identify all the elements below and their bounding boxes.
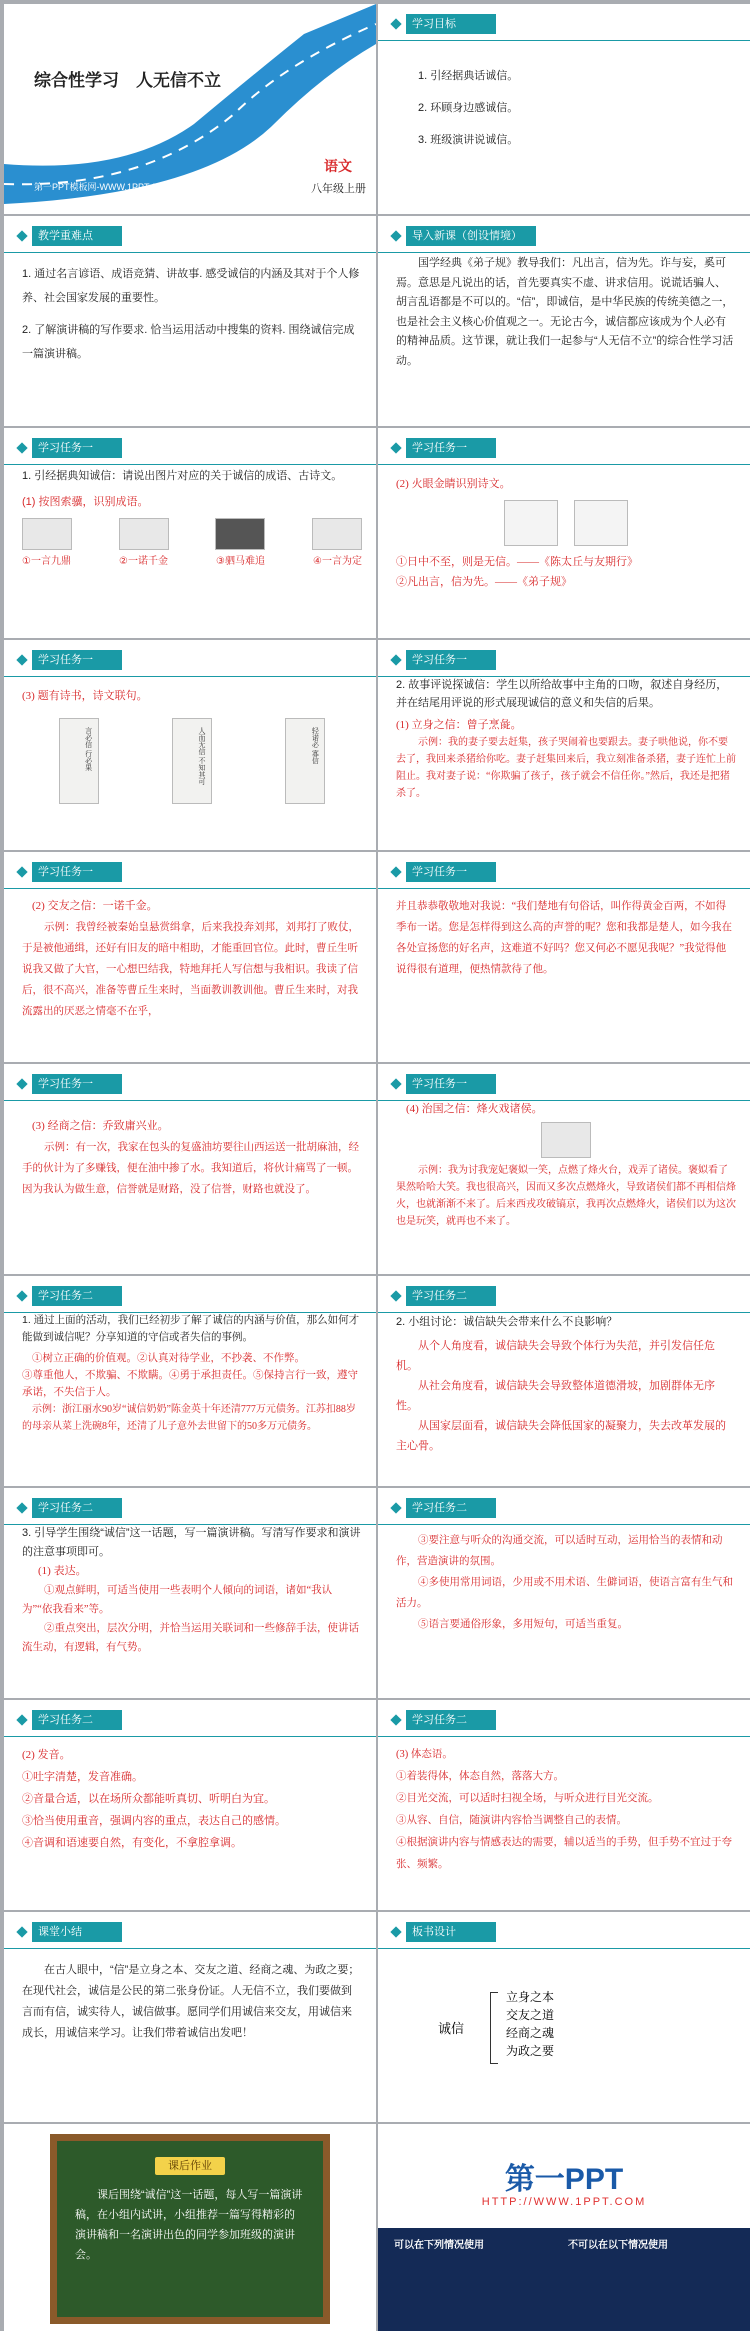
- story-text: 并且恭恭敬敬地对我说：“我们楚地有句俗话，叫作得黄金百两，不如得季布一诺。您是怎样得到这么高的声誉的呢？您和我都是楚人，如今我在各处宣扬您的好名声，这难道不好吗？您又何必不愿见我呢？”我觉得他说得很有道理，便热情款待了他。: [396, 901, 732, 975]
- homework-badge: 课后作业: [155, 2157, 225, 2175]
- task-sub: (1) 按图索骥，识别成语。: [22, 496, 149, 508]
- poem-answer: ②凡出言，信为先。——《弟子规》: [396, 576, 572, 588]
- poem-answer: ①日中不至，则是无信。——《陈太丘与友期行》: [396, 556, 638, 568]
- answer-line: ②目光交流，可以适时扫视全场，与听众进行目光交流。: [396, 1793, 659, 1804]
- scroll-image: 言必信 行必果: [59, 718, 99, 804]
- slide-header: 学习任务一: [4, 862, 122, 882]
- task-sub: (2) 火眼金睛识别诗文。: [396, 478, 511, 490]
- key-point: 1. 通过名言谚语、成语竞猜、讲故事. 感受诚信的内涵及其对于个人修养、社会国家发展的重要性。: [22, 268, 360, 304]
- scroll-image: 人而无信 不知其可: [172, 718, 212, 804]
- task-sub: (3) 题有诗书，诗文联句。: [22, 690, 148, 702]
- task-intro: 1. 通过上面的活动，我们已经初步了解了诚信的内涵与价值，那么如何才能做到诚信呢？分享知道的守信或者失信的事例。: [22, 1314, 360, 1343]
- answer-line: ③要注意与听众的沟通交流，可以适时互动，运用恰当的表情和动作，营造演讲的氛围。: [396, 1535, 723, 1567]
- answer-line: ④根据演讲内容与情感表达的需要，辅以适当的手势，但手势不宜过于夸张、频繁。: [396, 1837, 732, 1870]
- idiom-answer: ④一言为定: [313, 556, 362, 567]
- slide-header: 学习任务二: [4, 1286, 122, 1306]
- slide-summary: [4, 1912, 376, 2122]
- slide-task1-story2: [4, 852, 376, 1062]
- scroll-image: 轻诺必 寡信: [285, 718, 325, 804]
- slide-key-points: [4, 216, 376, 426]
- objectives-list: [418, 66, 736, 150]
- idiom-answer: ①一言九鼎: [22, 556, 71, 567]
- task-intro: 1. 引经据典知诚信：请说出图片对应的关于诚信的成语、古诗文。: [22, 470, 343, 482]
- slide-header: 学习任务二: [378, 1286, 496, 1306]
- slide-task2-pronunciation: [4, 1700, 376, 1910]
- board-item: 为政之要: [506, 2044, 555, 2058]
- task-intro: 2. 小组讨论：诚信缺失会带来什么不良影响？: [396, 1316, 618, 1328]
- board-center: 诚信: [438, 2021, 465, 2036]
- slide-task2-speech-cont: [378, 1488, 750, 1698]
- slide-header: 学习任务二: [4, 1498, 122, 1518]
- summary-text: 在古人眼中，“信”是立身之本、交友之道、经商之魂、为政之要；在现代社会，诚信是公民的第二张身份证。人无信不立，我们要做到言而有信，诚实待人，诚信做事。愿同学们用诚信来交友，用诚信来成长，用诚信来学习。让我们带着诚信出发吧！: [22, 1964, 360, 2039]
- answer-line: ①吐字清楚，发音准确。: [22, 1771, 143, 1783]
- idiom-answer: ②一诺千金: [119, 556, 168, 567]
- site-label: 第一PPT模板网-WWW.1PPT.COM: [34, 182, 172, 192]
- slide-header: 课堂小结: [4, 1922, 122, 1942]
- slide-task1-story4: [378, 1064, 750, 1274]
- slide-task2-speech: [4, 1488, 376, 1698]
- idiom-answer: ③驷马难追: [216, 556, 265, 567]
- idiom-image: [22, 518, 72, 550]
- poem-grid-image: [574, 500, 628, 546]
- ad-footer: [378, 2228, 750, 2331]
- usage-col-forbidden: 不可以在以下情况使用: [568, 2240, 668, 2251]
- board-bracket: [490, 1992, 498, 2064]
- idiom-image: [119, 518, 169, 550]
- slide-task2-body-language: [378, 1700, 750, 1910]
- slide-header: 板书设计: [378, 1922, 496, 1942]
- board-items: [506, 1988, 554, 2060]
- cover-title: 综合性学习 人无信不立: [34, 71, 221, 90]
- answer-line: 从个人角度看，诚信缺失会导致个体行为失范，并引发信任危机。: [396, 1340, 715, 1372]
- answer-line: ①树立正确的价值观。②认真对待学业，不抄袭、不作弊。: [32, 1353, 305, 1364]
- slide-task2-discussion: [378, 1276, 750, 1486]
- slide-homework: [4, 2124, 376, 2331]
- answer-line: ⑤语言要通俗形象，多用短句，可适当重复。: [418, 1619, 628, 1630]
- slide-cover: [4, 4, 376, 214]
- task-sub: (2) 发音。: [22, 1749, 71, 1761]
- idiom-image: [312, 518, 362, 550]
- slide-header: 学习目标: [378, 14, 496, 34]
- answer-line: 从社会角度看，诚信缺失会导致整体道德滑坡，加剧群体无序性。: [396, 1380, 715, 1412]
- slide-header: 学习任务一: [378, 1074, 496, 1094]
- answer-line: 从国家层面看，诚信缺失会降低国家的凝聚力，失去改革发展的主心骨。: [396, 1420, 726, 1452]
- answer-line: ④音调和语速要自然，有变化，不拿腔拿调。: [22, 1837, 242, 1849]
- slide-ad: [378, 2124, 750, 2331]
- example-text: 示例：浙江丽水90岁“诚信奶奶”陈金英十年还清777万元债务。江苏扣88岁的母亲从菜上洗碗8年，还清了儿子意外去世留下的50多万元债务。: [22, 1404, 356, 1432]
- task-intro: 2. 故事评说探诚信：学生以所给故事中主角的口吻，叙述自身经历，并在结尾用评说的形式展现诚信的意义和失信的后果。: [396, 679, 728, 709]
- usage-col-allowed: 可以在下列情况使用: [394, 2240, 484, 2251]
- slide-header: 学习任务一: [378, 438, 496, 458]
- slide-task1-story3: [4, 1064, 376, 1274]
- answer-line: ①着装得体，体态自然，落落大方。: [396, 1771, 564, 1782]
- slide-task1-poems: [378, 428, 750, 638]
- slide-header: 学习任务一: [378, 650, 496, 670]
- story-text: 示例：我为讨我宠妃褒姒一笑，点燃了烽火台，戏弄了诸侯。褒姒看了果然哈哈大笑。我也很高兴，因而又多次点燃烽火，导致诸侯们都不再相信烽火，也就渐渐不来了。后来西戎攻破镐京，我再次点燃烽火，诸侯们以为这次也是玩笑，就再也不来了。: [396, 1165, 736, 1227]
- objective-item: 3. 班级演讲说诚信。: [418, 134, 519, 146]
- idiom-image: [215, 518, 265, 550]
- subject-label: 语文: [324, 158, 352, 174]
- story-text: 示例：有一次，我家在包头的复盛油坊要往山西运送一批胡麻油，经手的伙计为了多赚钱，便在油中掺了水。我知道后，将伙计痛骂了一顿。因为我认为做生意，信誉就是财路，没了信誉，财路也就没了。: [22, 1142, 359, 1195]
- task-sub: (2) 交友之信：一诺千金。: [32, 900, 158, 912]
- answer-line: ④多使用常用词语，少用或不用术语、生僻词语，使语言富有生气和活力。: [396, 1577, 733, 1609]
- slide-header: 学习任务一: [378, 862, 496, 882]
- poem-grid-image: [504, 500, 558, 546]
- answer-line: ①观点鲜明，可适当使用一些表明个人倾向的词语，诸如“我认为”“依我看来”等。: [22, 1585, 333, 1615]
- slide-header: 学习任务二: [4, 1710, 122, 1730]
- slide-header: 学习任务一: [4, 438, 122, 458]
- board-item: 交友之道: [506, 2008, 555, 2022]
- story-text: 示例：我的妻子要去赶集，孩子哭闹着也要跟去。妻子哄他说，你不要去了，我回来杀猪给你吃。妻子赶集回来后，我立刻准备杀猪，妻子连忙上前阻止。我对妻子说：“你欺骗了孩子，孩子就会不信任你。”然后，我还是把猪杀了。: [396, 737, 736, 799]
- intro-text: 国学经典《弟子规》教导我们：凡出言，信为先。诈与妄，奚可焉。意思是凡说出的话，首先要真实不虚、讲求信用。说谎话骗人、胡言乱语都是不可以的。“信”，即诚信，是中华民族的传统美德之一，也是社会主义核心价值观之一。无论古今，诚信都应该成为个人必有的精神品质。这节课，就让我们一起参与“人无信不立”的综合性学习活动。: [396, 257, 734, 367]
- story-text: 示例：我曾经被秦始皇悬赏缉拿，后来我投奔刘邦，刘邦打了败仗，于是被他通缉，还好有旧友的暗中相助，才能重回官位。此时，曹丘生听说我又做了大官，一心想巴结我，特地拜托人写信想与我相识。我读了信后，很不高兴，准备等曹丘生来时，当面教训教训他。曹丘生来时，对我流露出的厌恶之情毫不在乎，: [22, 922, 359, 1017]
- beacon-tower-image: [541, 1122, 591, 1158]
- slide-header: 学习任务一: [4, 1074, 122, 1094]
- slide-objectives: [378, 4, 750, 214]
- grade-label: 八年级上册: [311, 183, 366, 195]
- task-sub: (1) 立身之信：曾子烹彘。: [396, 719, 522, 731]
- board-item: 经商之魂: [506, 2026, 555, 2040]
- key-point: 2. 了解演讲稿的写作要求. 恰当运用活动中搜集的资料. 围绕诚信完成一篇演讲稿。: [22, 324, 355, 360]
- ppt-url: HTTP://WWW.1PPT.COM: [481, 2196, 647, 2208]
- task-sub: (4) 治国之信：烽火戏诸侯。: [406, 1103, 543, 1115]
- objective-item: 2. 环顾身边感诚信。: [418, 102, 519, 114]
- slide-task1-scrolls: [4, 640, 376, 850]
- slide-header: 学习任务二: [378, 1710, 496, 1730]
- ppt-logo: 第一PPT: [504, 2163, 624, 2196]
- objective-item: 1. 引经据典话诚信。: [418, 70, 519, 82]
- answer-line: ②重点突出，层次分明，并恰当运用关联词和一些修辞手法，使讲话流生动，有逻辑，有气势。: [22, 1623, 359, 1653]
- slide-header: 学习任务一: [4, 650, 122, 670]
- task-sub: (3) 经商之信：乔致庸兴业。: [32, 1120, 169, 1132]
- slide-task2-examples: [4, 1276, 376, 1486]
- chalkboard: [50, 2134, 330, 2324]
- answer-line: ③从容、自信，随演讲内容恰当调整自己的表情。: [396, 1815, 627, 1826]
- task-intro: 3. 引导学生围绕“诚信”这一话题，写一篇演讲稿。写清写作要求和演讲的注意事项即可。: [22, 1527, 361, 1558]
- slide-header: 教学重难点: [4, 226, 122, 246]
- slide-task1-story1: [378, 640, 750, 850]
- board-item: 立身之本: [506, 1990, 555, 2004]
- answer-line: ③恰当使用重音，强调内容的重点，表达自己的感情。: [22, 1815, 286, 1827]
- answer-line: ②音量合适，以在场所众都能听真切、听明白为宜。: [22, 1793, 275, 1805]
- answer-line: ③尊重他人，不欺骗、不欺瞒。④勇于承担责任。⑤保持言行一致，遵守承诺，不失信于人。: [22, 1370, 358, 1398]
- task-sub: (3) 体态语。: [396, 1749, 453, 1760]
- task-sub: (1) 表达。: [38, 1565, 87, 1577]
- slide-board-design: [378, 1912, 750, 2122]
- slide-intro: [378, 216, 750, 426]
- slide-task1-story2-cont: [378, 852, 750, 1062]
- slide-header: 学习任务二: [378, 1498, 496, 1518]
- homework-text: 课后围绕“诚信”这一话题，每人写一篇演讲稿，在小组内试讲，小组推荐一篇写得精彩的演讲稿和一名演讲出色的同学参加班级的演讲会。: [75, 2189, 303, 2261]
- slide-header: 导入新课（创设情境）: [378, 226, 536, 246]
- slide-task1-idioms: [4, 428, 376, 638]
